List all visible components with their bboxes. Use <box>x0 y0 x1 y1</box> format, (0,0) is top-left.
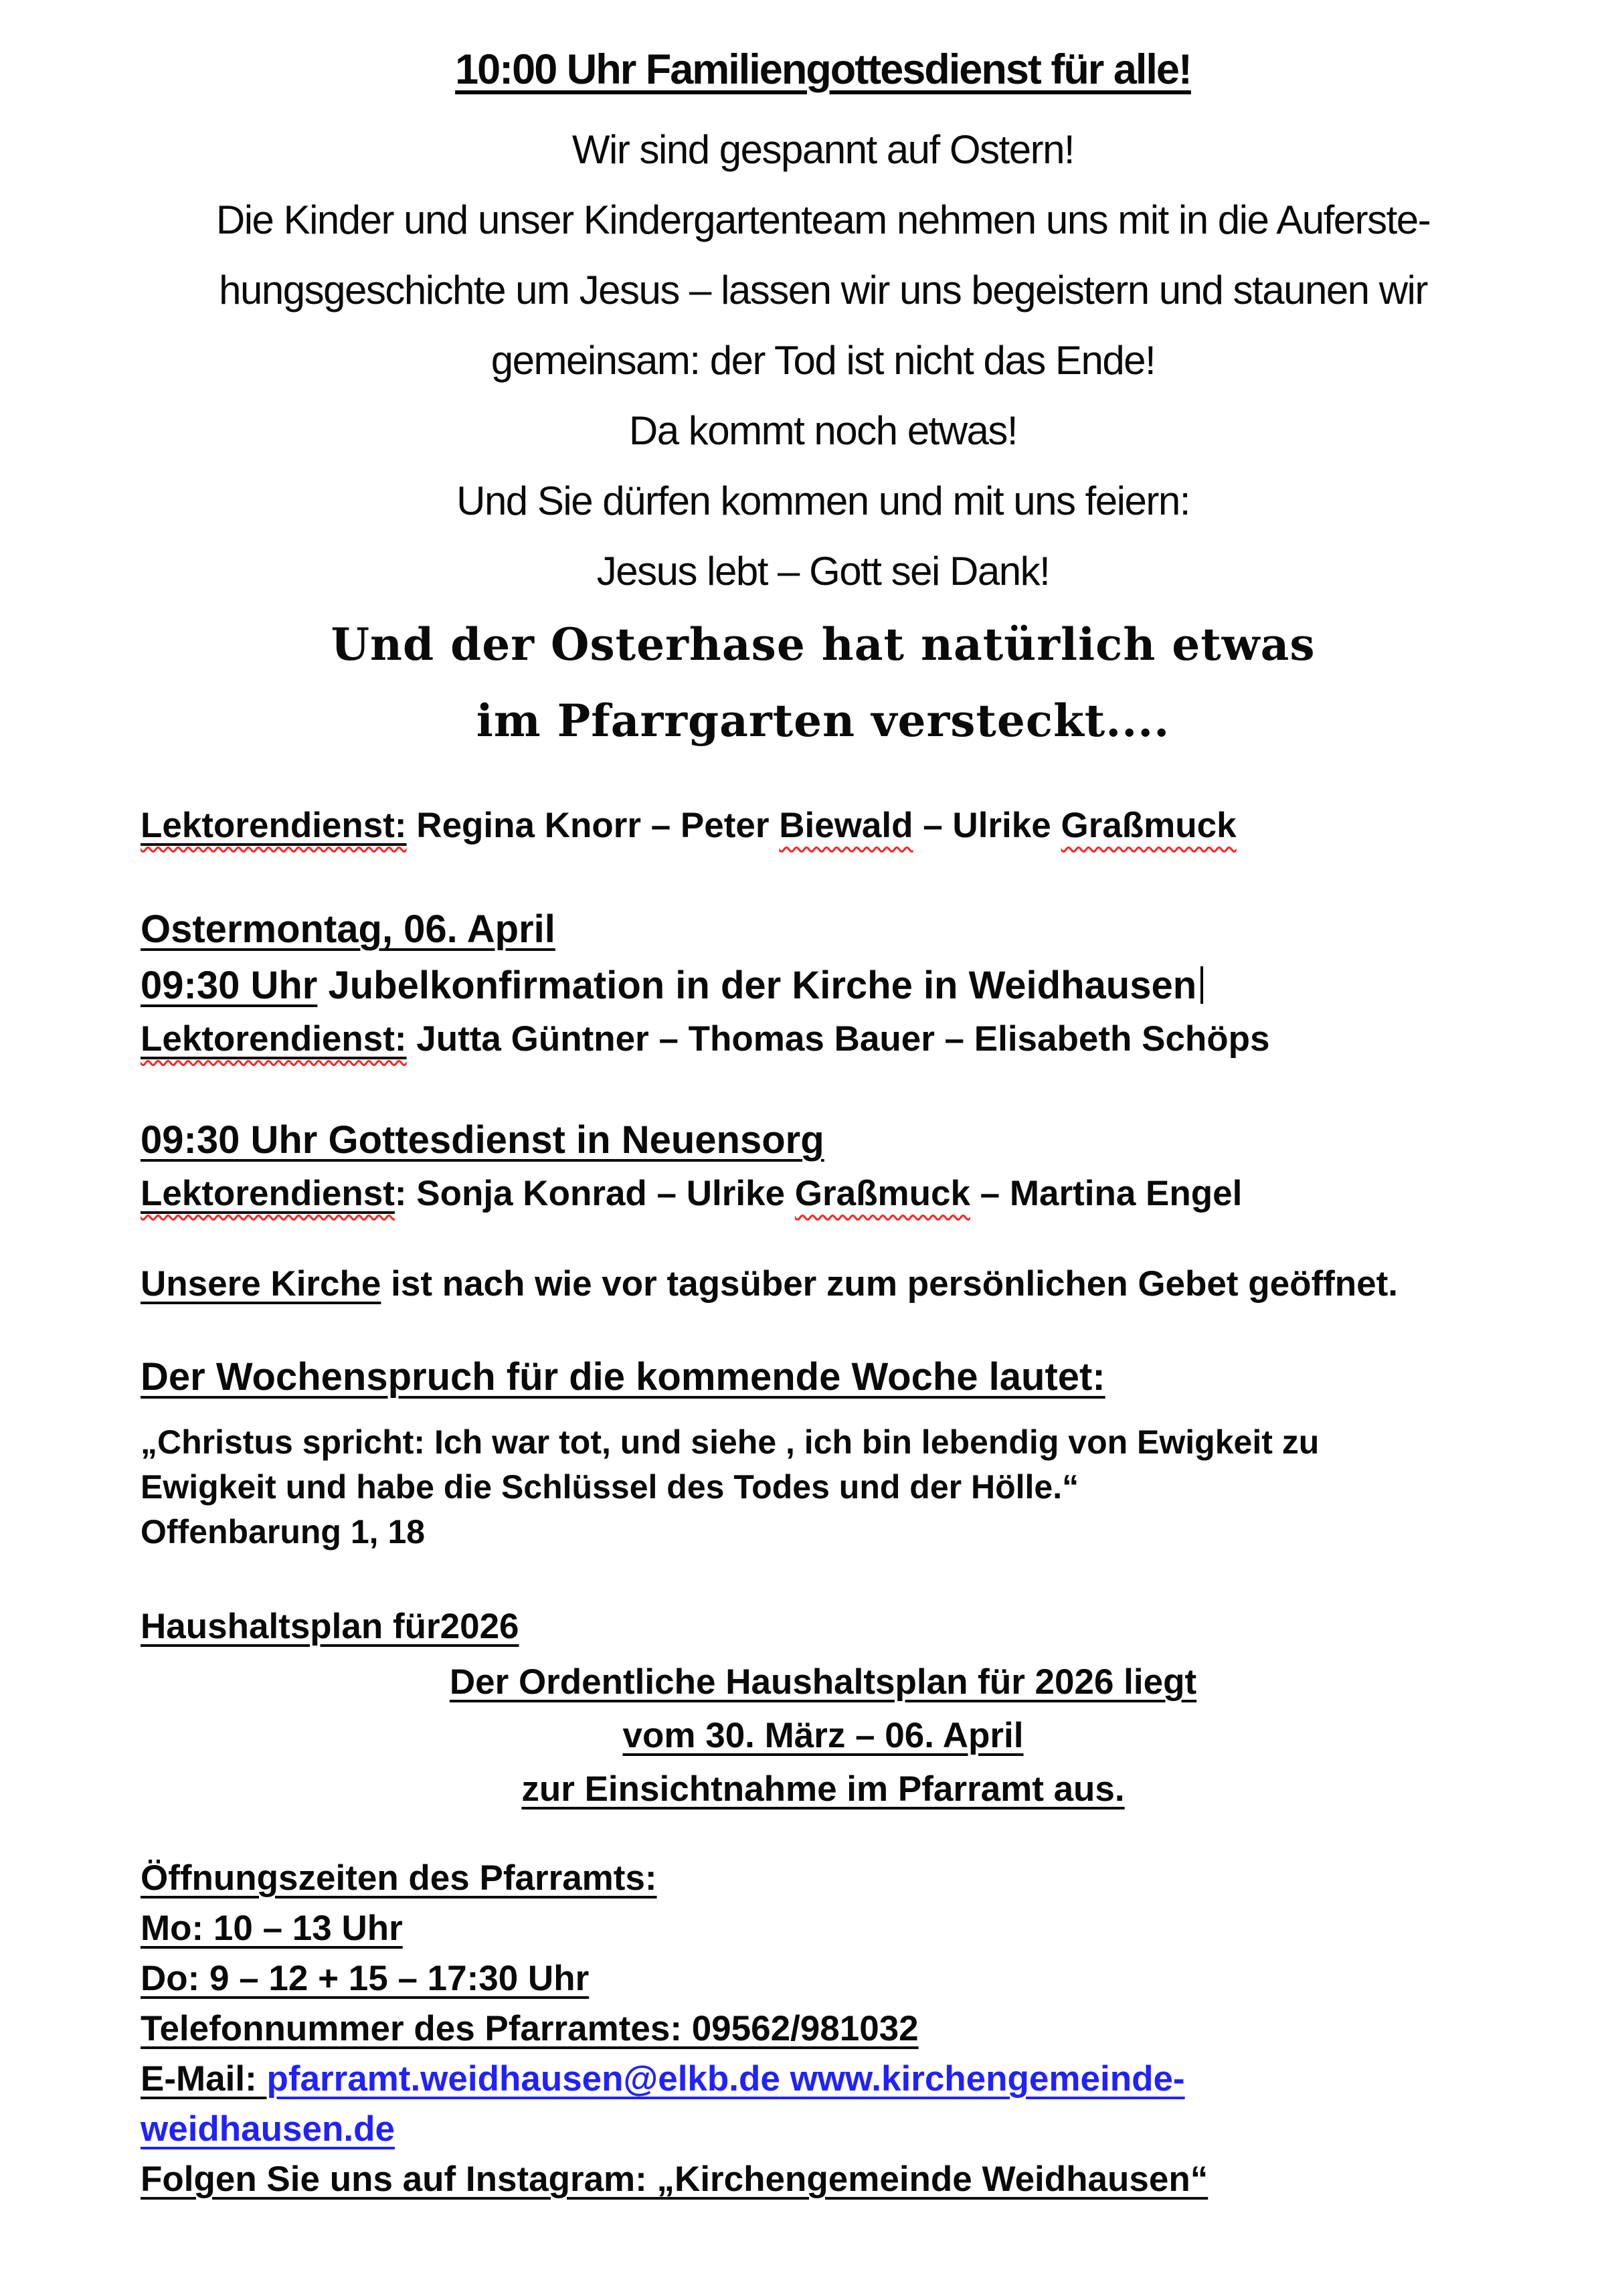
text-cursor <box>1200 966 1203 1004</box>
lectors-names: Regina Knorr – Peter <box>406 806 780 845</box>
intro-line: Und Sie dürfen kommen und mit uns feiern: <box>456 478 1190 523</box>
lectors-label: Lektorendienst <box>141 1174 395 1213</box>
lectors-line-easter-monday <box>141 1014 1506 1064</box>
lectors-line-neuensorg <box>141 1168 1506 1219</box>
lectors-label: Lektorendienst: <box>141 1019 407 1059</box>
budget-heading <box>141 1601 1506 1652</box>
lectors-line-easter-sunday <box>141 800 1506 851</box>
office-website-line <box>141 2104 1506 2154</box>
budget-notice-line: Der Ordentliche Haushaltsplan für 2026 liegt <box>449 1662 1197 1702</box>
easter-bunny-note <box>141 606 1506 759</box>
intro-line: gemeinsam: der Tod ist nicht das Ende! <box>490 338 1156 383</box>
church-open-line <box>141 1259 1506 1309</box>
email-link[interactable]: pfarramt.weidhausen@elkb.de <box>266 2059 780 2099</box>
church-open-text: ist nach wie vor tagsüber zum persönlichen Gebet geöffnet. <box>381 1264 1398 1304</box>
quote-line: „Christus spricht: Ich war tot, und siehe , ich bin lebendig von Ewigkeit zu <box>141 1423 1320 1461</box>
intro-line: Da kommt noch etwas! <box>628 408 1018 453</box>
jubelkonfirmation-line <box>141 958 1506 1014</box>
weekly-verse-section <box>141 1349 1506 1555</box>
quote-line: Ewigkeit und habe die Schlüssel des Todes und der Hölle.“ <box>141 1468 1079 1506</box>
lectors-label-underline <box>141 806 407 845</box>
intro-line: Jesus lebt – Gott sei Dank! <box>596 549 1050 594</box>
website-link-part2[interactable]: weidhausen.de <box>141 2109 395 2149</box>
instagram-line: Folgen Sie uns auf Instagram: „Kirchengemeinde Weidhausen“ <box>141 2159 1209 2199</box>
budget-notice <box>141 1656 1506 1816</box>
lectors-names: : Sonja Konrad – Ulrike <box>394 1174 795 1213</box>
office-hours-monday: Mo: 10 – 13 Uhr <box>141 1909 403 1948</box>
neuensorg-service: 09:30 Uhr Gottesdienst in Neuensorg <box>141 1118 824 1162</box>
spellcheck-word: Biewald <box>779 806 913 845</box>
lectors-names: – Ulrike <box>913 806 1061 845</box>
page-title-text: 10:00 Uhr Familiengottesdienst für alle! <box>455 46 1191 93</box>
lectors-names: – Martina Engel <box>970 1174 1243 1213</box>
office-hours-heading: Öffnungszeiten des Pfarramts: <box>141 1858 657 1898</box>
budget-notice-line: zur Einsichtnahme im Pfarramt aus. <box>521 1769 1125 1809</box>
easter-monday-date: Ostermontag, 06. April <box>141 907 555 951</box>
intro-line: Die Kinder und unser Kindergartenteam nehmen uns mit in die Auferste- <box>215 197 1431 242</box>
budget-heading-text: Haushaltsplan für2026 <box>141 1607 519 1646</box>
spellcheck-word: Graßmuck <box>1061 806 1237 845</box>
weekly-verse-heading-text: Der Wochenspruch für die kommende Woche lautet: <box>141 1355 1105 1399</box>
office-email-line <box>141 2054 1506 2104</box>
email-label: E-Mail: <box>141 2059 267 2099</box>
budget-notice-line: vom 30. März – 06. April <box>622 1716 1024 1755</box>
office-phone: Telefonnummer des Pfarramtes: 09562/981032 <box>141 2009 919 2048</box>
page-title <box>141 35 1506 105</box>
neuensorg-heading <box>141 1112 1506 1168</box>
neuensorg-section <box>141 1112 1506 1219</box>
spellcheck-word: Graßmuck <box>794 1174 970 1213</box>
easter-bunny-line: im Pfarrgarten versteckt.... <box>476 695 1170 747</box>
easter-bunny-line: Und der Osterhase hat natürlich etwas <box>331 618 1316 671</box>
parish-office-section <box>141 1853 1506 2204</box>
church-open-emphasis: Unsere Kirche <box>141 1264 381 1304</box>
intro-line: hungsgeschichte um Jesus – lassen wir uns begeistern und staunen wir <box>219 268 1427 313</box>
quote-source: Offenbarung 1, 18 <box>141 1513 426 1551</box>
budget-section <box>141 1601 1506 1816</box>
easter-monday-heading <box>141 901 1506 958</box>
lectors-names: Jutta Güntner – Thomas Bauer – Elisabeth Schöps <box>406 1019 1270 1059</box>
intro-section <box>141 35 1506 606</box>
website-link-part1[interactable]: www.kirchengemeinde- <box>780 2059 1185 2099</box>
bible-quote <box>141 1420 1506 1555</box>
lectors-label-underline <box>141 1174 395 1213</box>
service-time: 09:30 Uhr <box>141 964 318 1007</box>
intro-line: Wir sind gespannt auf Ostern! <box>571 127 1075 172</box>
lectors-label: Lektorendienst: <box>141 806 407 845</box>
easter-monday-section <box>141 901 1506 1064</box>
office-hours-thursday: Do: 9 – 12 + 15 – 17:30 Uhr <box>141 1959 590 1998</box>
weekly-verse-heading <box>141 1349 1506 1405</box>
service-description: Jubelkonfirmation in der Kirche in Weidhausen <box>317 964 1197 1007</box>
lectors-label-underline <box>141 1019 407 1059</box>
